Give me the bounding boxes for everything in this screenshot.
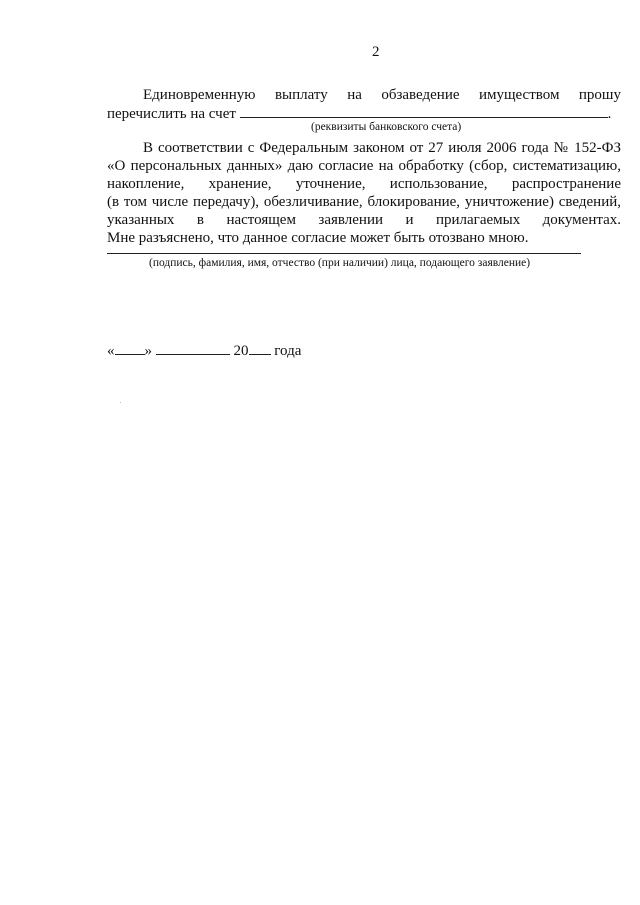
signature-caption: (подпись, фамилия, имя, отчество (при наличии) лица, подающего заявление) <box>149 257 531 269</box>
payment-request-period: . <box>607 106 612 122</box>
payment-request-line-1: Единовременную выплату на обзаведение имуществом прошу <box>143 87 621 103</box>
consent-line-4: (в том числе передачу), обезличивание, блокирование, уничтожение) сведений, <box>107 194 621 210</box>
consent-line-5: указанных в настоящем заявлении и прилагаемых документах. <box>107 212 621 228</box>
consent-line-2: «О персональных данных» даю согласие на обработку (сбор, систематизацию, <box>107 158 621 174</box>
page-number: 2 <box>372 44 380 60</box>
year-prefix: 20 <box>233 343 249 359</box>
consent-line-3: накопление, хранение, уточнение, использование, распространение <box>107 176 621 192</box>
bank-account-field[interactable] <box>240 104 608 118</box>
bank-account-caption: (реквизиты банковского счета) <box>311 121 462 133</box>
scan-speck <box>120 402 121 403</box>
payment-request-prefix: перечислить на счет <box>107 106 236 122</box>
signature-field[interactable] <box>107 253 581 254</box>
month-field[interactable] <box>156 341 230 355</box>
date-close-quote: » <box>144 343 152 359</box>
consent-line-1: В соответствии с Федеральным законом от 27 июля 2006 года № 152-ФЗ <box>143 140 621 156</box>
year-field[interactable] <box>249 341 271 355</box>
year-suffix: года <box>274 343 302 359</box>
day-field[interactable] <box>115 341 145 355</box>
consent-line-6: Мне разъяснено, что данное согласие может быть отозвано мною. <box>107 230 529 246</box>
date-line <box>107 341 301 360</box>
date-open-quote: « <box>107 343 115 359</box>
